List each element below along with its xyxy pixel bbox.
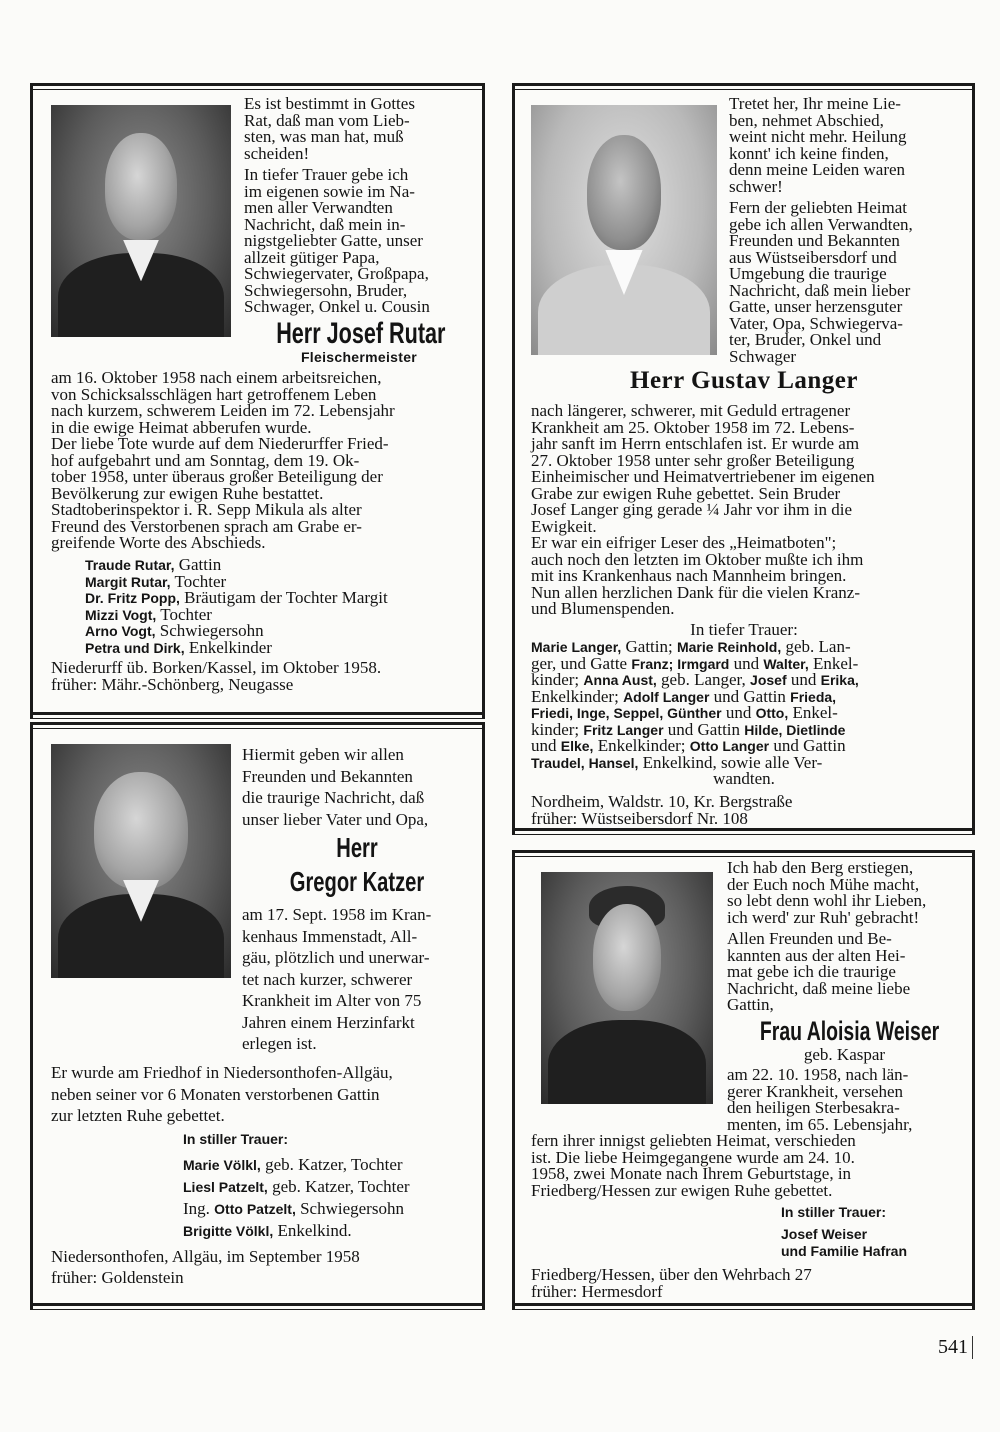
deceased-name-weiser: Frau Aloisia Weiser — [759, 1016, 940, 1046]
weiser-footer — [531, 1267, 962, 1300]
text-line: am 17. Sept. 1958 im Kran- — [242, 905, 432, 924]
mourner-name: Otto, — [755, 705, 789, 721]
mourner-text: Enkel- — [788, 703, 838, 722]
former-address: früher: Hermesdorf — [531, 1281, 663, 1301]
text-line: die traurige Nachricht, daß — [242, 788, 425, 807]
text-line: Krankheit am 25. Oktober 1958 im 72. Lebens- — [531, 417, 855, 437]
portrait-photo-langer — [531, 105, 717, 355]
mourner-relation: Enkelkinder — [188, 637, 272, 657]
deceased-name-rutar: Herr Josef Rutar — [276, 317, 446, 350]
mourner-text: und — [729, 653, 764, 673]
mourner-relation: geb. Katzer, Tochter — [272, 1177, 410, 1196]
text-line: Gattin, — [727, 995, 774, 1014]
text-line: Gatte, unser herzensguter — [729, 297, 903, 316]
katzer-footer — [51, 1246, 472, 1288]
notice-rutar — [30, 83, 485, 719]
mourner-name: Frieda, — [790, 688, 837, 705]
text-line: allzeit gütiger Papa, — [244, 247, 380, 267]
rutar-body — [51, 370, 474, 552]
mourner-name: Marie Reinhold, — [676, 639, 782, 655]
text-line: ter, Bruder, Onkel und — [729, 330, 882, 349]
text-line: von Schicksalsschlägen hart getroffenem Leben — [51, 384, 377, 404]
text-line: scheiden! — [244, 143, 310, 163]
mourner-relation: Enkelkind. — [277, 1221, 352, 1240]
portrait-dress — [548, 1020, 706, 1104]
text-line: Ich hab den Berg erstiegen, — [727, 858, 914, 877]
mourner-name: Traude Rutar, — [85, 557, 175, 573]
text-line: Friedberg/Hessen zur ewigen Ruhe gebettet. — [531, 1180, 833, 1200]
notice-katzer — [30, 722, 485, 1310]
place-date: Nordheim, Waldstr. 10, Kr. Bergstraße — [531, 792, 793, 811]
mourner-text: Enkel- — [808, 653, 859, 673]
text-line: jahr sanft im Herrn entschlafen ist. Er wurde am — [531, 434, 860, 453]
mourner-text: geb. Langer, — [656, 670, 751, 689]
text-line: ich werd' zur Ruh' gebracht! — [727, 907, 920, 927]
text-line: men aller Verwandten — [244, 198, 393, 217]
mourner-name: Brigitte Völkl, — [183, 1223, 274, 1239]
text-line: den heiligen Sterbesakra- — [727, 1098, 900, 1117]
portrait-photo-rutar — [51, 105, 231, 337]
text-line: hof aufgebahrt und am Sonntag, dem 19. Ok- — [51, 450, 360, 470]
mourner-name: Hilde, Dietlinde — [744, 721, 846, 738]
mourner-line — [531, 771, 957, 788]
text-line: 1958, zwei Monate nach Ihrem Geburtstage, in — [531, 1164, 852, 1183]
mourner-text: kinder; — [531, 719, 584, 739]
text-line: nach kurzem, schwerem Leiden im 72. Lebensjahr — [51, 401, 395, 420]
katzer-mourn-heading: In stiller Trauer: — [183, 1131, 289, 1147]
text-line: gäu, plötzlich und unerwar- — [242, 948, 430, 967]
place-date: Niederurff üb. Borken/Kassel, im Oktober 1958. — [51, 658, 382, 677]
mourner-entry — [85, 604, 485, 624]
text-line: Der liebe Tote wurde auf dem Niederurffer Fried- — [51, 434, 389, 453]
text-line: denn meine Leiden waren — [729, 160, 906, 179]
mourner-text: Enkelkinder; — [593, 736, 690, 755]
text-line: Krankheit im Alter von 75 — [242, 991, 422, 1010]
text-line: Es ist bestimmt in Gottes — [244, 94, 415, 113]
mourner-entry — [183, 1176, 483, 1198]
portrait-photo-weiser — [541, 872, 713, 1104]
mourner-entry — [183, 1220, 483, 1242]
mourner-name: Erika, — [820, 672, 859, 688]
mourner-name: Otto Langer — [689, 738, 770, 754]
mourner-entry — [183, 1198, 483, 1220]
text-line: Schwager — [729, 346, 797, 366]
mourner-name: Elke, — [560, 738, 594, 754]
text-line: Er war ein eifriger Leser des „Heimatboten"; — [531, 533, 837, 552]
weiser-verse — [727, 860, 962, 926]
mourner-prefix: Ing. — [183, 1199, 215, 1218]
text-line: unser lieber Vater und Opa, — [242, 809, 429, 829]
text-line: erlegen ist. — [242, 1034, 317, 1053]
text-line: Einheimischer und Heimatvertriebener im eigenen — [531, 467, 875, 486]
text-line: gerer Krankheit, versehen — [727, 1081, 904, 1101]
katzer-body — [51, 1062, 472, 1127]
text-line: Freund des Verstorbenen sprach am Grabe er- — [51, 516, 362, 536]
text-line: kenhaus Immenstadt, All- — [242, 926, 418, 946]
weiser-mourners — [781, 1226, 907, 1260]
mourner-name: Mizzi Vogt, — [85, 606, 157, 623]
langer-body — [531, 403, 957, 618]
text-line: Hiermit geben wir allen — [242, 745, 404, 764]
mourner-text: kinder; — [531, 670, 584, 689]
langer-mourn-heading: In tiefer Trauer: — [690, 620, 798, 639]
text-line: Ewigkeit. — [531, 516, 597, 536]
mourner-relation: Schwiegersohn — [159, 621, 264, 640]
text-line: Nachricht, daß mein lieber — [729, 280, 911, 300]
rutar-mourners — [85, 557, 485, 656]
mourner-name: Walter, — [763, 655, 809, 672]
mourner-relation: geb. Katzer, Tochter — [265, 1155, 403, 1174]
mourner-text: wandten. — [713, 769, 775, 788]
mourner-name: Josef — [750, 672, 787, 688]
mourner-text: Gattin; — [621, 637, 677, 656]
text-line: Schwiegersohn, Bruder, — [244, 280, 408, 300]
mourner-name: Dr. Fritz Popp, — [85, 590, 180, 606]
mourner-name: Anna Aust, — [583, 672, 657, 688]
text-line: schwer! — [729, 176, 783, 196]
text-line: am 16. Oktober 1958 nach einem arbeitsreichen, — [51, 368, 382, 387]
text-line: aus Wüstseibersdorf und — [729, 247, 897, 267]
mourner-entry — [183, 1154, 483, 1176]
text-line: In tiefer Trauer gebe ich — [244, 165, 409, 184]
text-line: sten, was man hat, muß — [244, 127, 404, 146]
portrait-face — [94, 772, 188, 889]
deceased-title-rutar: Fleischermeister — [300, 349, 418, 365]
text-line: am 22. 10. 1958, nach län- — [727, 1065, 909, 1084]
former-address: früher: Mähr.-Schönberg, Neugasse — [51, 674, 294, 694]
weiser-body — [531, 1133, 962, 1199]
former-address: früher: Wüstseibersdorf Nr. 108 — [531, 808, 748, 828]
text-line: Umgebung die traurige — [729, 264, 887, 283]
text-line: Nachricht, daß meine liebe — [727, 978, 911, 998]
page-number: 541 — [938, 1336, 973, 1359]
mourner-name: Otto Patzelt, — [214, 1201, 296, 1217]
mourner-name: Arno Vogt, — [85, 623, 156, 639]
mourner-name: Adolf Langer — [623, 688, 710, 705]
text-line: Tretet her, Ihr meine Lie- — [729, 94, 901, 113]
text-line: tet nach kurzer, schwerer — [242, 969, 413, 989]
text-line: Allen Freunden und Be- — [727, 929, 892, 948]
text-line: nigstgeliebter Gatte, unser — [244, 231, 423, 250]
text-line: kannten aus der alten Hei- — [727, 945, 906, 965]
text-line: greifende Worte des Abschieds. — [51, 533, 266, 552]
notice-weiser — [512, 850, 975, 1310]
mourner-name: Fritz Langer — [583, 721, 664, 738]
text-line: in die ewige Heimat abberufen wurde. — [51, 417, 312, 437]
text-line: Rat, daß man vom Lieb- — [244, 110, 410, 130]
text-line: konnt' ich keine finden, — [729, 143, 889, 163]
text-line: Freunden und Bekannten — [242, 766, 413, 786]
text-line: so lebt denn wohl ihr Lieben, — [727, 891, 927, 910]
portrait-face — [105, 133, 177, 240]
mourner-text: ger, und Gatte — [531, 653, 632, 673]
text-line: 27. Oktober 1958 unter sehr großer Beteiligung — [531, 450, 855, 470]
mourner-relation: Schwiegersohn — [300, 1199, 404, 1218]
text-line: neben seiner vor 6 Monaten verstorbenen Gattin — [51, 1084, 380, 1104]
mourner-name: Marie Völkl, — [183, 1157, 261, 1173]
text-line: Grabe zur ewigen Ruhe gebettet. Sein Bruder — [531, 483, 841, 503]
mourner-name: Josef Weiser — [781, 1226, 868, 1242]
text-line: ben, nehmet Abschied, — [729, 110, 884, 130]
text-line: der Euch noch Mühe macht, — [727, 874, 920, 894]
text-line: Er wurde am Friedhof in Niedersonthofen-Allgäu, — [51, 1063, 393, 1082]
mourner-name: Franz; Irmgard — [631, 655, 730, 672]
text-line: Schwiegervater, Großpapa, — [244, 264, 429, 283]
text-line: Jahren einem Herzinfarkt — [242, 1012, 415, 1032]
mourner-entry — [85, 557, 485, 574]
mourner-relation: Bräutigam der Tochter Margit — [184, 588, 388, 607]
langer-mourners — [531, 639, 957, 788]
langer-intro — [729, 200, 957, 365]
portrait-photo-katzer — [51, 744, 231, 978]
deceased-name-katzer: Gregor Katzer — [289, 866, 425, 897]
text-line: tober 1958, unter überaus großer Beteiligung der — [51, 467, 383, 486]
text-line: Schwager, Onkel u. Cousin — [244, 297, 430, 316]
text-line: mat gebe ich die traurige — [727, 962, 896, 981]
mourner-entry — [85, 623, 485, 640]
mourner-text: und Gattin — [663, 719, 745, 739]
langer-verse — [729, 96, 957, 195]
portrait-face — [587, 135, 661, 250]
text-line: ist. Die liebe Heimgegangene wurde am 24. 10. — [531, 1147, 855, 1167]
text-line: Nachricht, daß mein in- — [244, 214, 406, 234]
rutar-intro — [244, 167, 474, 316]
text-line: mit ins Krankenhaus nach Mannheim bringen. — [531, 566, 847, 585]
text-line: menten, im 65. Lebensjahr, — [727, 1114, 913, 1134]
mourner-name: Friedi, Inge, Seppel, Günther — [531, 705, 722, 721]
text-line: zur letzten Ruhe gebettet. — [51, 1106, 225, 1125]
mourner-name: und Familie Hafran — [781, 1243, 908, 1259]
deceased-name-langer: Herr Gustav Langer — [630, 367, 858, 394]
mourner-text: und Gattin — [769, 736, 846, 755]
weiser-details — [727, 1067, 962, 1133]
text-line: Bevölkerung zur ewigen Ruhe bestattet. — [51, 483, 324, 503]
mourner-entry — [85, 637, 485, 657]
katzer-details — [242, 904, 472, 1055]
text-line: Fern der geliebten Heimat — [729, 198, 907, 217]
place-date: Friedberg/Hessen, über den Wehrbach 27 — [531, 1265, 812, 1284]
text-line: und Blumenspenden. — [531, 599, 675, 618]
text-line: weint nicht mehr. Heilung — [729, 127, 907, 146]
deceased-birthname-weiser: geb. Kaspar — [803, 1045, 886, 1064]
place-date: Niedersonthofen, Allgäu, im September 1958 — [51, 1247, 360, 1266]
mourner-name: Margit Rutar, — [85, 573, 171, 590]
text-line: Nun allen herzlichen Dank für die vielen Kranz- — [531, 582, 860, 602]
rutar-verse — [244, 96, 474, 162]
former-address: früher: Goldenstein — [51, 1268, 184, 1287]
rutar-footer — [51, 660, 474, 693]
text-line: auch noch den letzten im Oktober mußte ich ihm — [531, 549, 864, 569]
langer-footer — [531, 794, 957, 827]
mourner-text: Enkelkind, sowie alle Ver- — [638, 752, 823, 772]
text-line: Freunden und Bekannten — [729, 231, 900, 250]
mourner-name: Petra und Dirk, — [85, 639, 185, 656]
mourner-text: geb. Lan- — [781, 637, 851, 656]
text-line: nach längerer, schwerer, mit Geduld ertragener — [531, 401, 851, 420]
katzer-mourners — [183, 1154, 483, 1242]
mourner-relation: Tochter — [160, 604, 212, 624]
mourner-text: und Gattin — [709, 686, 791, 706]
text-line: fern ihrer innigst geliebten Heimat, verschieden — [531, 1131, 856, 1150]
weiser-intro — [727, 931, 962, 1014]
text-line: Vater, Opa, Schwiegerva- — [729, 313, 903, 333]
text-line: gebe ich allen Verwandten, — [729, 214, 913, 234]
mourner-text: und — [531, 736, 561, 755]
notice-langer — [512, 83, 975, 835]
mourner-relation: Tochter — [174, 571, 227, 591]
mourner-entry — [85, 590, 485, 607]
mourner-text: und — [721, 703, 756, 722]
weiser-mourn-heading: In stiller Trauer: — [781, 1204, 887, 1220]
mourner-relation: Gattin — [178, 555, 222, 574]
mourner-name: Traudel, Hansel, — [531, 754, 639, 771]
text-line: im eigenen sowie im Na- — [244, 181, 415, 201]
mourner-text: Enkelkinder; — [531, 686, 624, 706]
mourner-name: Marie Langer, — [531, 639, 622, 655]
katzer-intro — [242, 744, 472, 830]
mourner-text: und — [786, 670, 821, 689]
text-line: Stadtoberinspektor i. R. Sepp Mikula als alter — [51, 500, 362, 519]
deceased-prefix-katzer: Herr — [336, 832, 378, 863]
portrait-face — [593, 904, 662, 1011]
text-line: Josef Langer ging gerade ¼ Jahr vor ihm in die — [531, 500, 853, 519]
mourner-name: Liesl Patzelt, — [183, 1179, 268, 1195]
